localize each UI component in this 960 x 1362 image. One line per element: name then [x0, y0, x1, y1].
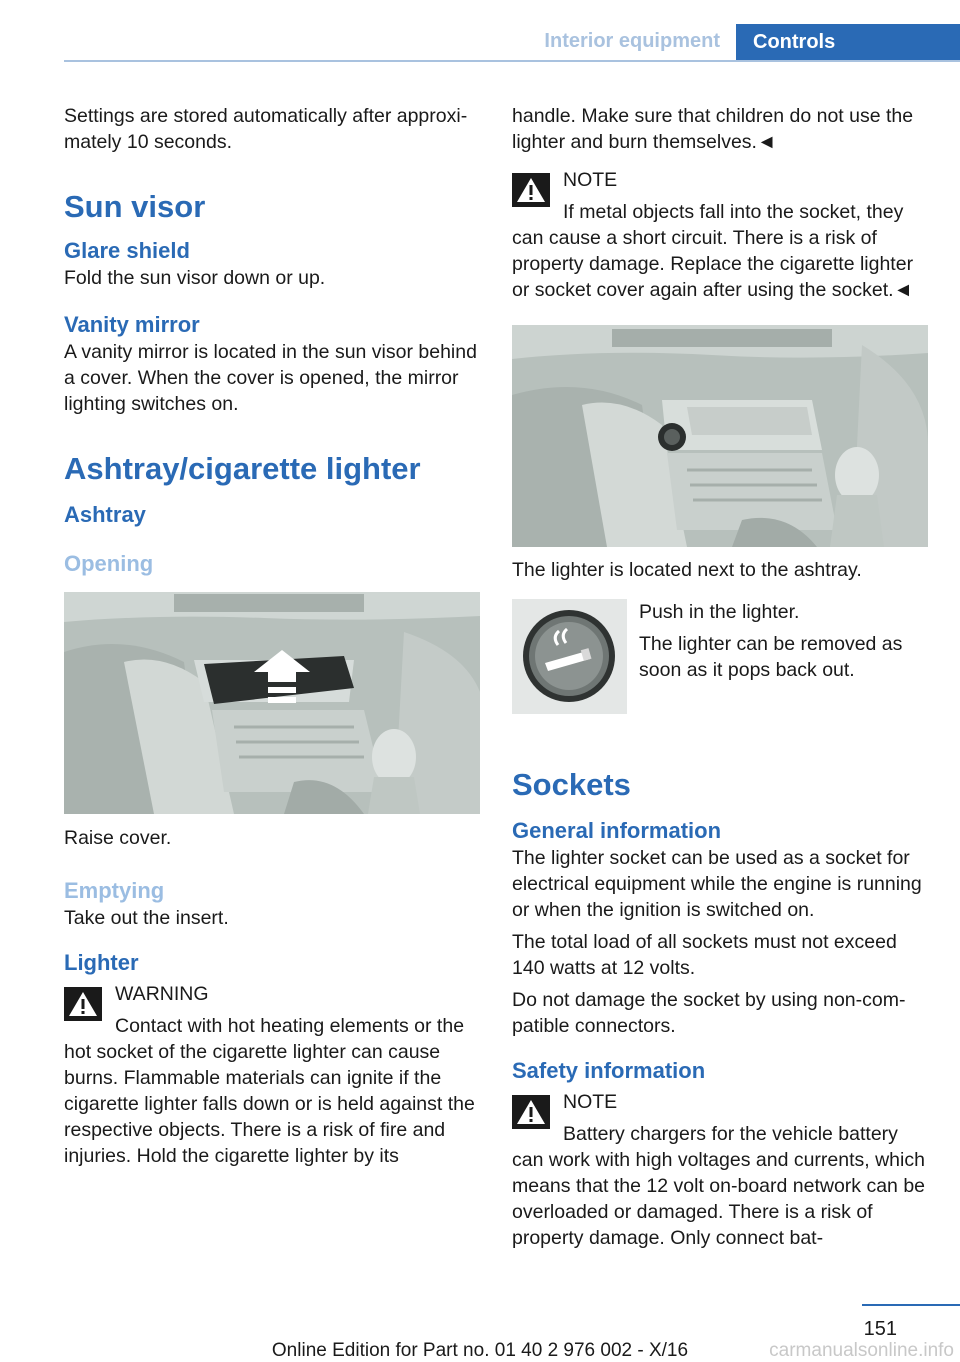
heading-lighter: Lighter — [64, 950, 139, 975]
note-text: can work with high voltages and currents, which means that the 12 volt on-board network can be overloaded or damaged. There is a risk of property damage. Only connect bat- — [512, 1149, 926, 1249]
intro-text: Settings are stored automatically after approximately 10 seconds. — [64, 105, 468, 153]
heading-sockets: Sockets — [512, 767, 631, 802]
lighter-location-illustration — [512, 325, 928, 547]
warning-icon — [64, 987, 102, 1021]
right-column — [512, 103, 930, 1257]
note-text: can cause a short circuit. There is a risk of property damage. Replace the cigarette lighter or socket cover again after using the socket.◄ — [512, 227, 914, 301]
warning-icon — [512, 173, 550, 207]
raise-cover-text: Raise cover. — [64, 827, 172, 849]
warning-label: WARNING — [115, 983, 209, 1005]
push-lighter-text: Push in the lighter. — [639, 601, 800, 623]
warning-text: hot socket of the cigarette lighter can cause burns. Flammable materials can ignite if the cigarette lighter falls down or is held against the respective objects. There is a risk of fire and injuries. Hold the cigarette lighter by its — [64, 1041, 475, 1167]
socket-note — [512, 167, 930, 303]
page-number: 151 — [863, 1318, 897, 1340]
footer-rule — [862, 1304, 960, 1306]
lighter-location-text: The lighter is located next to the ashtray. — [512, 559, 862, 581]
lighter-location-figure — [512, 325, 928, 547]
general-text-3: Do not damage the socket by using non-compatible connectors. — [512, 989, 906, 1037]
continuation-text: handle. Make sure that children do not use the lighter and burn themselves.◄ — [512, 105, 914, 153]
heading-general-information: General information — [512, 818, 722, 843]
heading-glare-shield: Glare shield — [64, 238, 190, 263]
push-lighter-block — [512, 599, 930, 719]
watermark: carmanualsonline.info — [769, 1340, 954, 1361]
heading-ashtray-lighter: Ashtray/cigarette lighter — [64, 451, 421, 486]
glare-shield-text: Fold the sun visor down or up. — [64, 267, 326, 289]
heading-emptying: Emptying — [64, 878, 165, 903]
note-first-line: If metal objects fall into the socket, they — [563, 201, 904, 223]
note-label: NOTE — [563, 1091, 618, 1113]
general-text-2: The total load of all sockets must not exceed 140 watts at 12 volts. — [512, 931, 897, 979]
lighter-removed-text: The lighter can be removed as soon as it pops back out. — [639, 633, 903, 681]
header-rule — [64, 60, 960, 62]
heading-opening: Opening — [64, 551, 154, 576]
warning-icon — [512, 1095, 550, 1129]
safety-note — [512, 1089, 930, 1251]
heading-safety-information: Safety information — [512, 1058, 706, 1083]
edition-text: Online Edition for Part no. 01 40 2 976 002 - X/16 — [271, 1340, 689, 1361]
heading-sun-visor: Sun visor — [64, 189, 206, 224]
heading-ashtray: Ashtray — [64, 502, 146, 527]
general-text-1: The lighter socket can be used as a socket for electrical equipment while the engine is running or when the ignition is switched on. — [512, 847, 922, 921]
vanity-mirror-text: A vanity mirror is located in the sun visor behind a cover. When the cover is opened, the mirror lighting switches on. — [64, 341, 477, 415]
left-column — [64, 103, 484, 1175]
warning-first-line: Contact with hot heating elements or the — [115, 1015, 465, 1037]
ashtray-opening-figure — [64, 592, 480, 814]
cigarette-lighter-icon — [512, 599, 627, 714]
header-tab: Controls — [736, 24, 960, 62]
lighter-warning — [64, 981, 484, 1169]
header-section: Interior equipment — [544, 30, 720, 52]
push-lighter-text-group — [639, 599, 931, 689]
heading-vanity-mirror: Vanity mirror — [64, 312, 200, 337]
ashtray-illustration — [64, 592, 480, 814]
emptying-text: Take out the insert. — [64, 907, 229, 929]
note-label: NOTE — [563, 169, 618, 191]
note-first-line: Battery chargers for the vehicle battery — [563, 1123, 898, 1145]
